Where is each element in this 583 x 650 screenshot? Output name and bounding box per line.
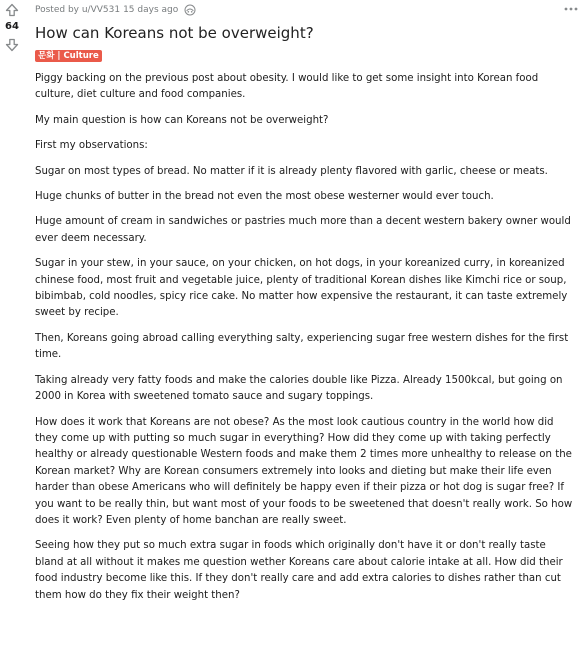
upvote-button[interactable]	[2, 0, 22, 20]
post-content	[35, 0, 575, 613]
post-flair[interactable]: 문화 | Culture	[35, 50, 102, 62]
award-icon[interactable]	[183, 4, 197, 16]
post-meta	[35, 0, 575, 20]
body-paragraph: My main question is how can Koreans not be overweight?	[35, 114, 329, 126]
post-time[interactable]: 15 days ago	[123, 5, 179, 15]
downvote-button[interactable]	[2, 35, 22, 55]
upvote-arrow-icon	[5, 3, 19, 17]
more-options-icon[interactable]	[563, 3, 579, 15]
body-paragraph: First my observations:	[35, 140, 148, 152]
body-paragraph: Sugar in your stew, in your sauce, on your chicken, on hot dogs, in your koreanized curry, in koreanized chinese food, most fruit and vegetable juice, plenty of traditional Korean dishes like Kimchi rice or soup, bibimbab, cold noodles, spicy rice cake. No matter how expensive the restaurant, it can taste extremely sweet by recipe.	[35, 258, 568, 319]
post-title[interactable]: How can Koreans not be overweight?	[35, 24, 314, 42]
vote-column	[0, 0, 24, 55]
vote-score: 64	[5, 21, 19, 32]
body-paragraph: Huge amount of cream in sandwiches or pastries much more than a decent western bakery owner would ever deem necessary.	[35, 216, 571, 244]
body-paragraph: Huge chunks of butter in the bread not even the most obese westerner would ever touch.	[35, 191, 494, 203]
body-paragraph: Seeing how they put so much extra sugar in foods which originally don't have it or don't really taste bland at all without it makes me question wether Koreans care about calorie intake at all. How did their food industry become like this. If they don't really care and add extra calories to dishes rather than cut them how do they fix their weight then?	[35, 540, 563, 601]
body-paragraph: How does it work that Koreans are not obese? As the most look cautious country in the world how did they come up with putting so much sugar in everything? How did they come up with taking perfectly healthy or already questionable Western foods and make them 2 times more unhealthy to release on the Korean market? Why are Korean consumers extremely into looks and dieting but make their life even harder than obese Americans who will definitely be happy even if their pizza or hot dog is sugar free? If you want to be really thin, but want most of your foods to be sweetened that doesn't really work. So how does it work? Even plenty of home banchan are really sweet.	[35, 416, 573, 526]
body-paragraph: Then, Koreans going abroad calling everything salty, experiencing sugar free western dishes for the first time.	[35, 332, 569, 361]
posted-by-link[interactable]: Posted by u/VV531	[35, 5, 121, 15]
downvote-arrow-icon	[5, 38, 19, 52]
body-paragraph: Piggy backing on the previous post about obesity. I would like to get some insight into Korean food culture, diet culture and food companies.	[35, 73, 539, 101]
body-paragraph: Taking already very fatty foods and make the calories double like Pizza. Already 1500kcal, but going on 2000 in Korea with sweetened tomato sauce and sugary toppings.	[35, 374, 563, 403]
body-paragraph: Sugar on most types of bread. No matter if it is already plenty flavored with garlic, cheese or meats.	[35, 165, 548, 177]
post-body	[35, 71, 575, 604]
